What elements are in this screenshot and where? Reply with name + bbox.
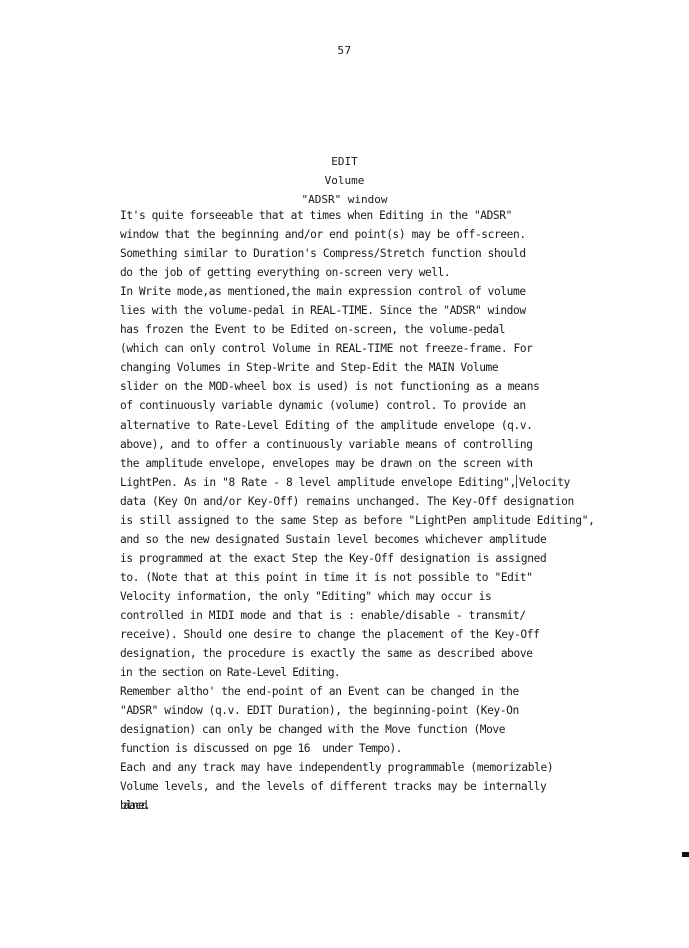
page-edge-mark <box>682 852 689 857</box>
text-line: changing Volumes in Step-Write and Step-Edit the MAIN Volume <box>120 361 499 375</box>
text-line <box>120 473 689 492</box>
text-segment: Velocity <box>518 475 570 489</box>
text-line: controlled in MIDI mode and that is : enable/disable - transmit/ <box>120 608 526 622</box>
text-line: of continuously variable dynamic (volume) control. To provide an <box>120 399 526 413</box>
text-line: Remember altho' the end-point of an Event can be changed in the <box>120 685 519 699</box>
text-line: alternative to Rate-Level Editing of the amplitude envelope (q.v. <box>120 418 533 432</box>
text-line: the amplitude envelope, envelopes may be drawn on the screen with <box>120 456 533 470</box>
text-segment: LightPen. As in "8 Rate - 8 level amplitude envelope Editing", <box>120 475 516 489</box>
text-line: slider on the MOD-wheel box is used) is not functioning as a means <box>120 380 540 394</box>
text-line: In Write mode,as mentioned,the main expression control of volume <box>120 285 526 299</box>
section-title: EDIT <box>331 155 358 168</box>
text-line: do the job of getting everything on-screen very well. <box>120 266 450 280</box>
text-line: is programmed at the exact Step the Key-Off designation is assigned <box>120 551 547 565</box>
text-line: designation) can only be changed with the Move function (Move <box>120 723 506 737</box>
text-line: in the section on Rate-Level Editing. <box>120 666 340 680</box>
text-line: Volume levels, and the levels of different tracks may be internally <box>120 780 547 794</box>
text-line: above), and to offer a continuously variable means of controlling <box>120 437 533 451</box>
window-title: "ADSR" window <box>301 193 388 206</box>
section-headings <box>0 152 689 209</box>
text-line: function is discussed on pge 16 under Tempo). <box>120 742 402 756</box>
text-line: lies with the volume-pedal in REAL-TIME. Since the "ADSR" window <box>120 304 526 318</box>
text-line: to. (Note that at this point in time it is not possible to "Edit" <box>120 570 533 584</box>
insertion-mark <box>516 475 517 488</box>
body-text <box>120 206 689 816</box>
text-line: data (Key On and/or Key-Off) remains unchanged. The Key-Off designation <box>120 494 574 508</box>
text-line: Velocity information, the only "Editing" which may occur is <box>120 589 492 603</box>
text-line: Each and any track may have independently programmable (memorizable) <box>120 761 554 775</box>
page-number: 57 <box>337 44 352 57</box>
text-line: designation, the procedure is exactly the same as described above <box>120 647 533 661</box>
text-line: has frozen the Event to be Edited on-screen, the volume-pedal <box>120 323 506 337</box>
text-line: and so the new designated Sustain level becomes whichever amplitude <box>120 532 547 546</box>
text-line: receive). Should one desire to change the placement of the Key-Off <box>120 628 540 642</box>
text-line: It's quite forseeable that at times when Editing in the "ADSR" <box>120 209 512 222</box>
topic-title: Volume <box>324 174 365 187</box>
text-line: is still assigned to the same Step as before "LightPen amplitude Editing", <box>120 513 595 527</box>
text-line: window that the beginning and/or end point(s) may be off-screen. <box>120 228 526 242</box>
text-line: (which can only control Volume in REAL-TIME not freeze-frame. For <box>120 342 533 356</box>
text-line: "ADSR" window (q.v. EDIT Duration), the beginning-point (Key-On <box>120 704 519 718</box>
text-line: Something similar to Duration's Compress/Stretch function should <box>120 247 526 261</box>
text-line: balanced. <box>120 799 147 813</box>
